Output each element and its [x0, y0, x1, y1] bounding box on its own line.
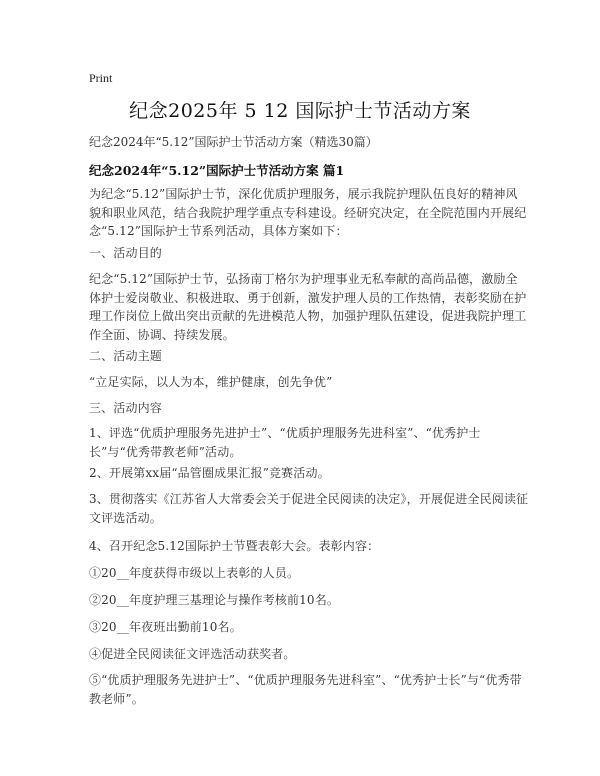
content-item-4: 4、召开纪念5.12国际护士节暨表彰大会。表彰内容：: [89, 539, 380, 553]
print-link[interactable]: Print: [89, 71, 113, 85]
content-item-2: 2、开展第xx届“品管圈成果汇报”竞赛活动。: [89, 466, 330, 480]
document-subtitle: 纪念2024年“5.12”国际护士节活动方案（精选30篇）: [89, 135, 378, 149]
heading-activity-content: 三、活动内容: [89, 401, 162, 415]
purpose-paragraph: 纪念“5.12”国际护士节，弘扬南丁格尔为护理事业无私奉献的高尚品德，激励全体护士爱岗敬业、积极进取、勇于创新，激发护理人员的工作热情，表彰奖励在护理工作岗位上做出突出贡献的先进模范人物，加强护理队伍建设，促进我院护理工作全面、协调、持续发展。: [89, 272, 527, 342]
commendation-item-2: ②20__年度护理三基理论与操作考核前10名。: [89, 593, 339, 607]
commendation-item-4: ④促进全民阅读征文评选活动获奖者。: [89, 647, 296, 661]
content-item-3: 3、贯彻落实《江苏省人大常委会关于促进全民阅读的决定》，开展促进全民阅读征文评选活动。: [89, 492, 529, 525]
commendation-item-5: ⑤“优质护理服务先进护士”、“优质护理服务先进科室”、“优秀护士长”与“优秀带教老师”。: [89, 673, 522, 706]
commendation-item-3: ③20__年夜班出勤前10名。: [89, 620, 242, 634]
heading-activity-purpose: 一、活动目的: [89, 246, 162, 260]
page-title: 纪念2025年 5 12 国际护士节活动方案: [129, 100, 471, 122]
intro-paragraph: 为纪念“5.12”国际护士节，深化优质护理服务，展示我院护理队伍良好的精神风貌和职业风范，结合我院护理学重点专科建设。经研究决定，在全院范围内开展纪念“5.12”国际护士节系列活动，具体方案如下：: [89, 187, 527, 238]
commendation-item-1: ①20__年度获得市级以上表彰的人员。: [89, 566, 300, 580]
content-item-1: 1、评选“优质护理服务先进护士”、“优质护理服务先进科室”、“优秀护士长”与“优秀带教老师”活动。: [89, 426, 481, 459]
heading-activity-theme: 二、活动主题: [89, 349, 162, 363]
theme-paragraph: “立足实际，以人为本，维护健康，创先争优”: [89, 375, 333, 389]
section-heading: 纪念2024年“5.12”国际护士节活动方案 篇1: [89, 163, 345, 178]
